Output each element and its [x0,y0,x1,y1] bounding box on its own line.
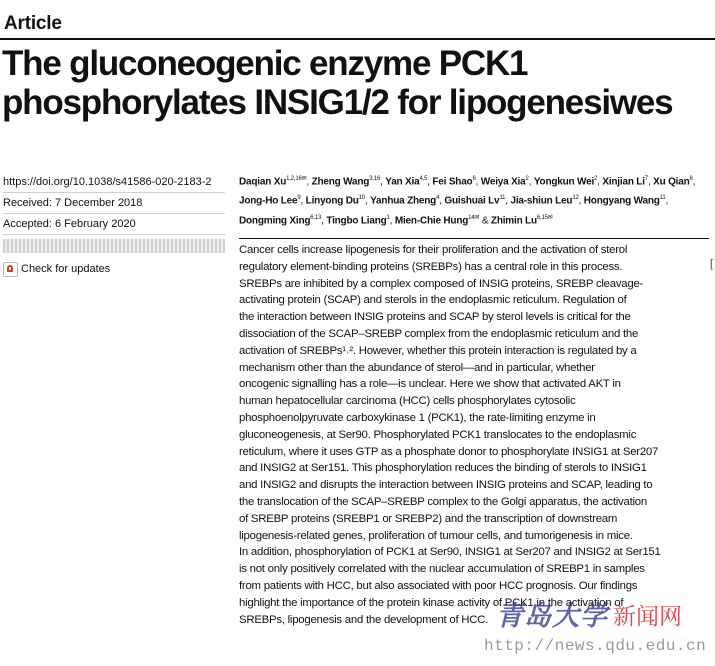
watermark-url: http://news.qdu.edu.cn [484,637,707,655]
author-separator: , [439,195,445,207]
author-affiliation: 4 [436,195,440,202]
author-name[interactable]: Xu Qian [653,176,690,188]
author-separator: , [597,176,603,188]
author-name[interactable]: Jong-Ho Lee [239,195,298,207]
check-for-updates-label: Check for updates [21,263,111,275]
author-list [239,171,709,229]
author-name[interactable]: Linyong Du [305,195,359,207]
author-separator: , [665,195,669,207]
author-separator: , [306,176,312,188]
site-watermark [484,594,715,666]
doi-link[interactable]: https://doi.org/10.1038/s41586-020-2183-2 [3,176,212,188]
author-affiliation: 12 [572,195,579,202]
author-affiliation: 8 [689,176,693,182]
author-name[interactable]: Yongkun Wei [533,176,595,188]
author-name[interactable]: Guishuai Lv [444,195,500,207]
author-separator: , [300,195,306,207]
author-separator: , [475,176,481,188]
author-affiliation: 1 [386,214,390,221]
author-affiliation: 7 [644,176,648,182]
author-separator: , [427,176,433,188]
watermark-news-label: 新闻网 [613,604,682,630]
author-separator: , [647,176,654,188]
author-name[interactable]: Weiya Xia [480,176,526,188]
author-separator: , [321,214,327,226]
author-affiliation: 2 [594,176,598,182]
article-meta [3,172,229,279]
redacted-line [3,239,225,253]
author-separator: , [578,195,584,207]
abstract-text: Cancer cells increase lipogenesis for their proliferation and the activation of sterol regulatory element-binding proteins (SREBPs) has a central role in this process. SREBPs are inhibited by a complex composed of INSIG proteins, SREBP cleavage- activating protein (SCAP) and sterols in the endoplasmic reticulum. Regulation of the interaction between INSIG proteins and SCAP by sterol levels is critical for the dissociation of the SCAP–SREBP complex from the endoplasmic reticulum and the activation of SREBPs¹˒². However, whether this protein interaction is regulated by a mechanism other than the abundance of sterol—and in particular, whether oncogenic signalling has a role—is unclear. Here we show that activated AKT in human hepatocellular carcinoma (HCC) cells phosphorylates cytosolic phosphoenolpyruvate carboxykinase 1 (PCK1), the rate-limiting enzyme in gluconeogenesis, at Ser90. Phosphorylated PCK1 translocates to the endoplasmic reticulum, where it uses GTP as a phosphate donor to phosphorylate INSIG1 at Ser207 and INSIG2 at Ser151. This phosphorylation reduces the binding of sterols to INSIG1 and INSIG2 and disrupts the interaction between INSIG proteins and SCAP, leading to the translocation of the SCAP–SREBP complex to the Golgi apparatus, the activation of SREBP proteins (SREBP1 or SREBP2) and the transcription of downstream lipogenesis-related genes, proliferation of tumour cells, and tumorigenesis in mice. In addition, phosphorylation of PCK1 at Ser90, INSIG1 at Ser207 and INSIG2 at Ser151 is not only positively correlated with the nuclear accumulation of SREBP1 in samples from patients with HCC, but also associated with poor HCC prognosis. Our findings highlight the importance of the protein kinase activity of PCK1 in the activation of SREBPs, lipogenesis and the development of HCC. [239,244,661,626]
author-name[interactable]: Xinjian Li [602,176,645,188]
author-affiliation: 3,16 [369,176,381,182]
received-date: Received: 7 December 2018 [3,197,143,209]
check-for-updates-button[interactable] [3,259,229,279]
author-separator: , [505,195,511,207]
author-affiliation: 4,5 [419,176,428,182]
author-separator: , [692,176,696,188]
author-separator: , [364,195,371,207]
author-name[interactable]: Yan Xia [385,176,420,188]
accepted-date: Accepted: 6 February 2020 [3,218,136,230]
author-name[interactable]: Daqian Xu [239,176,287,188]
author-separator: & [479,214,491,226]
author-name[interactable]: Jia-shiun Leu [510,195,573,207]
author-name[interactable]: Mien-Chie Hung [394,214,469,226]
title-divider [0,38,715,40]
author-name[interactable]: Tingbo Liang [326,214,387,226]
author-affiliation: 6,15✉ [536,214,553,221]
author-affiliation: 6,13 [310,214,322,221]
crossmark-icon [3,262,18,277]
author-affiliation: 9 [297,195,301,202]
author-affiliation: 11 [499,195,506,202]
author-affiliation: 1,2,16✉ [286,176,307,182]
author-name[interactable]: Zheng Wang [311,176,370,188]
article-title: The gluconeogenic enzyme PCK1 phosphorylates INSIG1/2 for lipogenesiwes [2,44,673,122]
watermark-university-name: 青岛大学 [496,601,608,632]
article-type-label: Article [4,13,62,34]
author-affiliation: 10 [358,195,365,202]
author-affiliation: 2 [525,176,529,182]
author-affiliation: 11 [659,195,666,202]
author-name[interactable]: Dongming Xing [239,214,311,226]
abstract-divider [239,238,709,239]
author-name[interactable]: Yanhua Zheng [370,195,437,207]
author-name[interactable]: Fei Shao [432,176,473,188]
author-affiliation: 6 [472,176,476,182]
author-name[interactable]: Zhimin Lu [490,214,537,226]
author-affiliation: 14✉ [468,214,480,221]
margin-bracket: [ [710,258,714,270]
author-separator: , [528,176,534,188]
author-separator: , [389,214,395,226]
author-separator: , [380,176,386,188]
author-name[interactable]: Hongyang Wang [583,195,660,207]
meta-divider [3,234,225,235]
